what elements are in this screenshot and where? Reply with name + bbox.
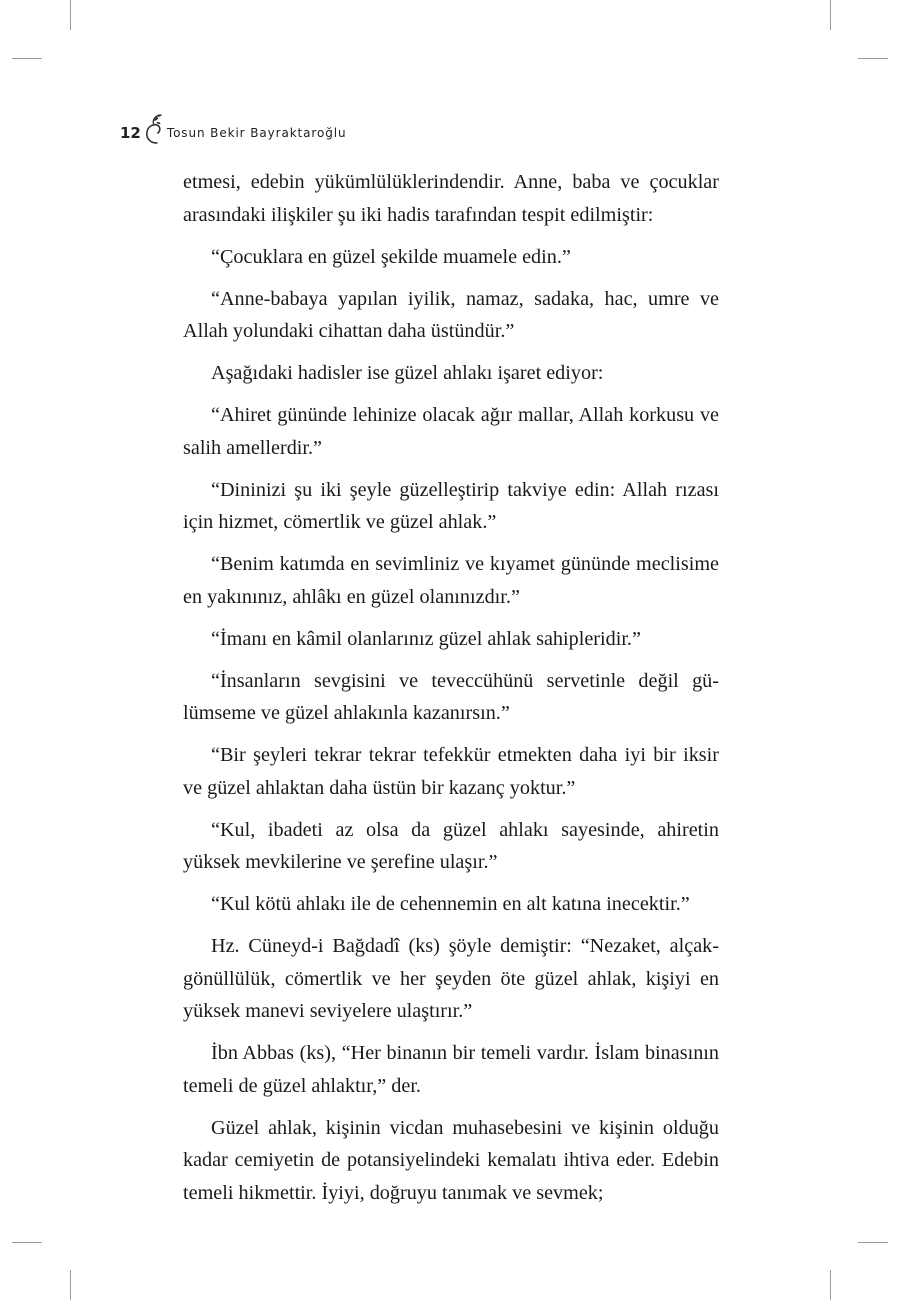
- leaf-swirl-icon: [143, 112, 165, 146]
- page-body: [183, 166, 719, 1219]
- page-number: 12: [120, 124, 141, 142]
- paragraph: “Anne-babaya yapılan iyilik, namaz, sadaka, hac, umre ve Allah yolundaki cihattan daha üstündür.”: [183, 287, 719, 342]
- paragraph: “Bir şeyleri tekrar tekrar tefekkür etmekten daha iyi bir iksir ve güzel ahlaktan daha üstün bir kazanç yoktur.”: [183, 744, 719, 799]
- crop-mark-top-left: [70, 0, 71, 30]
- crop-mark-bottom-left: [70, 1270, 71, 1300]
- crop-mark-right-top: [858, 58, 888, 59]
- crop-mark-right-bottom: [858, 1242, 888, 1243]
- paragraph-continuation: etmesi, edebin yükümlülüklerindendir. Anne, baba ve çocuklar arasındaki ilişkiler şu iki hadis tarafından tespit edilmiştir:: [183, 171, 719, 226]
- paragraph: “Dininizi şu iki şeyle güzelleştirip takviye edin: Allah rızası için hizmet, cömertlik ve güzel ahlak.”: [183, 478, 719, 533]
- paragraph: “İmanı en kâmil olanlarınız güzel ahlak sahipleridir.”: [211, 627, 641, 650]
- paragraph: “Benim katımda en sevimliniz ve kıyamet gününde meclisime en yakınınız, ahlâkı en güzel olanınızdır.”: [183, 553, 719, 608]
- paragraph: İbn Abbas (ks), “Her binanın bir temeli vardır. İslam binasının temeli de güzel ahlaktır,” der.: [183, 1042, 719, 1097]
- paragraph: “Ahiret gününde lehinize olacak ağır mallar, Allah korkusu ve salih amellerdir.”: [183, 404, 719, 459]
- crop-mark-left-top: [12, 58, 42, 59]
- crop-mark-left-bottom: [12, 1242, 42, 1243]
- paragraph: “İnsanların sevgisini ve teveccühünü servetinle değil gülümseme ve güzel ahlakınla kazanırsın.”: [183, 669, 719, 724]
- paragraph: Hz. Cüneyd-i Bağdadî (ks) şöyle demiştir: “Nezaket, alçakgönüllülük, cömertlik ve her şeyden öte güzel ahlak, kişiyi en yüksek manevi seviyelere ulaştırır.”: [183, 935, 719, 1022]
- paragraph: Güzel ahlak, kişinin vicdan muhasebesini ve kişinin olduğu kadar cemiyetin de potansiyelindeki kemalatı ihtiva eder. Edebin temeli hikmettir. İyiyi, doğruyu tanımak ve sevmek;: [183, 1116, 719, 1204]
- running-title: Tosun Bekir Bayraktaroğlu: [166, 126, 347, 140]
- paragraph: “Çocuklara en güzel şekilde muamele edin.”: [211, 245, 571, 268]
- crop-mark-top-right: [830, 0, 831, 30]
- paragraph: “Kul kötü ahlakı ile de cehennemin en alt katına inecektir.”: [211, 893, 690, 915]
- paragraph: Aşağıdaki hadisler ise güzel ahlakı işaret ediyor:: [211, 362, 604, 384]
- running-head: [120, 118, 346, 148]
- paragraph: “Kul, ibadeti az olsa da güzel ahlakı sayesinde, ahiretin yüksek mevkilerine ve şerefine ulaşır.”: [183, 818, 719, 873]
- crop-mark-bottom-right: [830, 1270, 831, 1300]
